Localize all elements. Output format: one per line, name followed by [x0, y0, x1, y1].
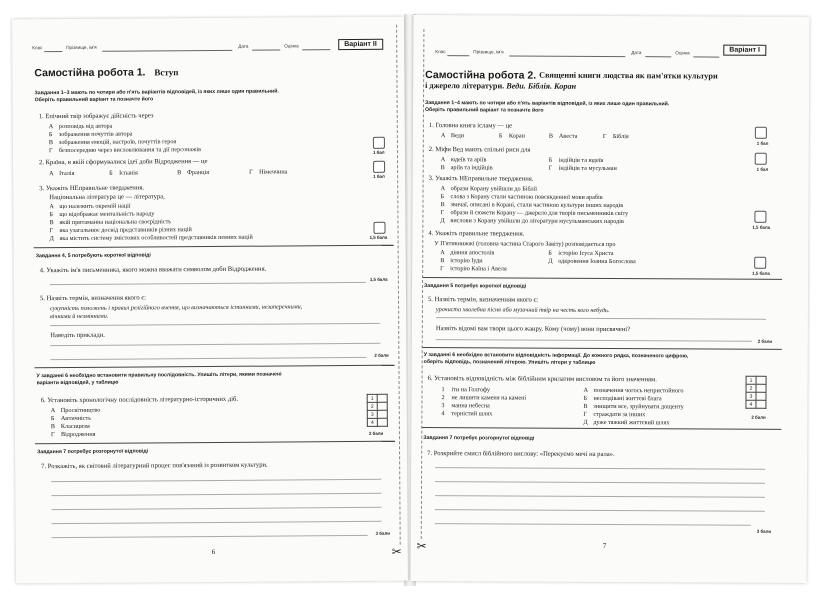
q3-option-b[interactable]: Б що відображає ментальність народу: [49, 210, 155, 219]
q7-points: 3 бали: [756, 528, 772, 534]
q4-points: 1,5 бала: [752, 270, 770, 276]
q2-option-a[interactable]: А юдеїв та аріїв: [440, 156, 487, 164]
q7-answer-line-2[interactable]: [51, 493, 381, 496]
page-subtitle: Вступ: [154, 67, 179, 78]
q4-answer-box[interactable]: [754, 257, 766, 269]
answer-cell[interactable]: [756, 392, 766, 400]
class-field[interactable]: [44, 51, 62, 52]
grade-label: Оцінка: [675, 50, 690, 56]
variant-badge: Варіант I: [723, 45, 766, 56]
row-number: 2: [746, 384, 756, 392]
right-page: [411, 15, 810, 583]
instructions-3a: У завданні 6 необхідно встановити відповідність інформації. До кожного рядка, позначеного цифрою,: [423, 352, 689, 360]
q3-points: 1,5 бала: [369, 234, 388, 240]
q7-answer-line-5[interactable]: [52, 535, 368, 538]
q6-left-4: 4 терністий шлях: [441, 410, 493, 418]
q2: 2. Країна, в якій сформувалися ідеї доби Відродження — це: [39, 158, 208, 167]
q2-option-b[interactable]: Б індійців та юдеїв: [548, 156, 604, 164]
name-label: Прізвище, ім'я: [473, 49, 504, 55]
q4-option-a[interactable]: А діяння апостолів: [440, 249, 495, 257]
page-title: Самостійна робота 2.: [425, 69, 537, 82]
page-subtitle-2: і джерело літератури. Веди. Біблія. Коран: [425, 81, 577, 91]
q6-option-a: А Просвітництво: [50, 406, 101, 415]
q7-answer-line-3[interactable]: [435, 495, 765, 498]
q5-examples-line-1[interactable]: [50, 343, 380, 346]
q2-points: 1 бал: [373, 173, 385, 179]
answer-cell[interactable]: [377, 410, 387, 418]
q4-points: 1,5 бала: [369, 276, 388, 282]
name-field[interactable]: [509, 55, 625, 57]
grade-label: Оцінка: [284, 43, 299, 49]
row-number: 3: [367, 410, 377, 418]
q5-answer-line[interactable]: [436, 317, 766, 320]
left-page: [12, 17, 408, 584]
row-number: 3: [746, 392, 756, 400]
q6-option-b: Б Античність: [50, 414, 92, 423]
q2-option-d[interactable]: Г індійців та мусульман: [548, 164, 617, 173]
instructions-1b: Оберіть правильний варіант та позначте його: [424, 107, 544, 114]
scissors-icon: ✂: [391, 544, 402, 559]
q3-option-d[interactable]: Г яка узагальнює досвід представників різних націй: [49, 226, 192, 235]
q6-option-d: Г Відродження: [50, 430, 96, 439]
divider: [422, 277, 782, 280]
q4: 4. Укажіть ім'я письменника, якого можна вважати символом доби Відродження.: [39, 265, 267, 275]
q1-points: 1 бал: [756, 140, 769, 146]
q5-definition: урочиста хвалебна пісня або музичний твір на честь кого небудь.: [435, 306, 610, 314]
q7: 7. Розкажіть, як світовий літературний процес пов'язаний із розвитком культури.: [41, 461, 268, 471]
q3: 3. Укажіть НЕправильне твердження.: [428, 175, 534, 183]
name-label: Прізвище, ім'я: [66, 44, 97, 50]
q4: 4. Укажіть правильне твердження.: [428, 230, 525, 238]
answer-cell[interactable]: [377, 418, 387, 426]
q7-answer-line-5[interactable]: [435, 523, 751, 526]
q2-option-c[interactable]: В Франція: [177, 169, 210, 177]
q6-left-3: 3 манна небесна: [441, 402, 490, 410]
q1-option-c[interactable]: В Авеста: [548, 132, 578, 140]
instructions-3b: оберіть відповідь, позначений літерою. Упишіть літери у таблицю: [423, 359, 596, 366]
grade-field[interactable]: [302, 49, 330, 50]
q5-follow-up: Назвіть відомі вам твори цього жанру. Кому (чому) вони присвячені?: [435, 325, 631, 334]
q2-option-c[interactable]: В аріїв та індійців: [440, 164, 493, 172]
q1-points: 1 бал: [372, 149, 385, 155]
q6-right-c: В знищити все, зруйнувати дощенту: [583, 402, 684, 411]
q1-option-c[interactable]: В зображення емоцій, настроїв, почуттів героя: [48, 138, 177, 147]
instructions-2: Завдання 5 потребує короткої відповіді: [424, 283, 527, 290]
q5-points: 2 бали: [374, 352, 389, 358]
instructions-4: Завдання 7 потребує розгорнутої відповіді: [423, 435, 535, 442]
q2-option-d[interactable]: Г Німеччина: [249, 168, 288, 176]
answer-cell[interactable]: [756, 376, 766, 384]
instructions-1b: Оберіть правильний варіант та позначте його: [34, 96, 154, 104]
q4-option-d[interactable]: Г історію Каїна і Авеля: [440, 265, 507, 273]
q4-answer-line[interactable]: [50, 282, 366, 285]
q5: 5. Назвіть термін, визначенням якого є:: [427, 296, 539, 304]
divider: [35, 441, 395, 445]
q5-follow-line[interactable]: [436, 339, 752, 342]
q2-answer-box[interactable]: [373, 161, 385, 173]
q3-option-a[interactable]: А образи Корану увійшли до Біблії: [440, 185, 538, 193]
q4-option-e[interactable]: Д одкровення Іоанна Богослова: [548, 257, 636, 266]
q6: 6. Установіть хронологічну послідовність літературно-історичних діб.: [40, 395, 239, 405]
class-field[interactable]: [447, 55, 469, 56]
cut-line: [396, 25, 401, 545]
q1-option-d[interactable]: Г Біблія: [602, 132, 629, 141]
q6-right-d: Г страждати за інших: [583, 410, 646, 419]
class-label: Клас: [32, 45, 43, 51]
q1-answer-box[interactable]: [755, 127, 767, 139]
scissors-icon: ✂: [416, 538, 427, 554]
q3-option-d[interactable]: Г образи й сюжети Корану — джерело для творів письменників світу: [440, 209, 629, 218]
q2-option-b[interactable]: Б Іспанія: [109, 169, 138, 177]
class-label: Клас: [435, 49, 446, 55]
q1-option-a[interactable]: А Веди: [440, 132, 465, 140]
page-number: 7: [602, 541, 607, 550]
q3-option-c[interactable]: В звичаї, описані в Корані, стали частиною культури інших народів: [440, 201, 624, 210]
q7: 7. Розкрийте смисл біблійного вислову: «Перекуємо мечі на рала».: [427, 450, 615, 459]
q3-option-e[interactable]: Д вислови з Корану увійшли до літератури мусульманських народів: [440, 217, 624, 226]
answer-cell[interactable]: [377, 394, 387, 402]
date-field[interactable]: [252, 50, 280, 51]
row-number: 4: [367, 418, 377, 426]
q5-answer-line[interactable]: [50, 323, 380, 326]
q1-option-d[interactable]: Г безпосередню через висловлювання та дії персонажів: [48, 146, 202, 155]
q6-right-b: Б несподівані життєві блага: [583, 394, 662, 403]
divider: [34, 245, 394, 249]
q1-option-b[interactable]: Б Коран: [498, 132, 525, 140]
q3-option-b[interactable]: Б слова з Корану стали частиною повсякденної мови арабів: [440, 193, 603, 201]
q7-answer-line-3[interactable]: [51, 507, 381, 510]
q3-option-e[interactable]: Д яка містить систему змістових особливостей представників певних націй: [49, 233, 253, 243]
q4-option-b[interactable]: Б історію Ісуса Христа: [548, 249, 614, 258]
q6-answer-table: [367, 394, 388, 427]
q2: 2. Міфи Вед мають спільні риси для: [428, 146, 531, 154]
instructions-3b: варіанти відповідей, у таблицю: [36, 379, 119, 387]
page-subtitle-1: Священні книги людства як пам'ятки культури: [539, 70, 718, 81]
instructions-1: Завдання 1–3 мають по чотири або п'ять варіантів відповідей, із яких лише один правильний.: [34, 88, 279, 97]
q3: 3. Укажіть НЕправильне твердження.: [39, 184, 145, 193]
date-label: Дата: [238, 43, 249, 49]
q7-answer-line-1[interactable]: [435, 467, 765, 470]
q6-left-2: 2 не лишити каменя на камені: [441, 394, 527, 402]
answer-cell[interactable]: [756, 400, 766, 408]
page-title: Самостійна робота 1.: [34, 66, 146, 80]
q1-option-a[interactable]: А розповідь від автора: [48, 122, 113, 131]
q1-answer-box[interactable]: [373, 137, 385, 149]
q6-points: 2 бали: [751, 414, 766, 420]
q6-answer-table: [745, 376, 766, 409]
instructions-3a: У завданні 6 необхідно встановити правильну послідовність. Упишіть літери, якими позначені: [36, 371, 282, 380]
divider: [422, 347, 782, 350]
q7-points: 3 бали: [375, 530, 390, 536]
q4-stem: У П'ятикнижжі (головна частина Старого Завіту) розповідається про: [434, 240, 616, 249]
q3-option-c[interactable]: В якій притаманна національна своєрідність: [49, 218, 172, 227]
q2-answer-box[interactable]: [755, 153, 767, 165]
q6-points: 2 бали: [368, 430, 384, 436]
q1-option-b[interactable]: Б зображення почуттів автора: [48, 130, 133, 139]
name-field[interactable]: [102, 50, 232, 52]
q5-examples-prompt: Наведіть приклади.: [50, 331, 105, 340]
q5-examples-line-2[interactable]: [50, 357, 366, 360]
divider: [421, 427, 781, 430]
q2-points: 1 бал: [756, 166, 769, 172]
q3-answer-box[interactable]: [754, 211, 766, 223]
instructions-4: Завдання 7 потребує розгорнутої відповіді: [37, 448, 149, 456]
q3-stem: Національна література це — література,: [49, 193, 165, 202]
q4-option-c[interactable]: В історію Іуди: [440, 257, 483, 265]
q6-left-1: 1 іти на Голгофу: [441, 386, 490, 394]
q3-answer-box[interactable]: [373, 222, 385, 234]
q3-points: 1,5 бала: [752, 224, 771, 230]
answer-cell[interactable]: [756, 384, 766, 392]
answer-cell[interactable]: [377, 402, 387, 410]
row-number: 4: [746, 400, 756, 408]
q7-answer-line-4[interactable]: [435, 509, 765, 512]
variant-badge: Варіант II: [338, 39, 383, 50]
q7-answer-line-1[interactable]: [51, 479, 381, 482]
q2-option-a[interactable]: А Італія: [49, 169, 75, 178]
date-label: Дата: [631, 50, 642, 56]
q5-definition-1: сукупність положень і правил релігійного вчення, що визначаються істинними, незаперечними,: [50, 303, 303, 313]
page-number: 6: [211, 547, 216, 556]
q6-option-c: В Класицизм: [50, 422, 90, 431]
row-number: 1: [746, 376, 756, 384]
q7-answer-line-4[interactable]: [52, 521, 382, 524]
row-number: 2: [367, 402, 377, 410]
divider: [34, 365, 394, 369]
q6-right-a: А позначення чогось непристойного: [583, 386, 684, 395]
q1: 1. Епічний твір зображує дійсність через: [38, 112, 154, 121]
q6: 6. Установіть відповідність між біблійним крилатим висловом та його значенням.: [427, 375, 657, 384]
q5: 5. Назвіть термін, визначення якого є:: [39, 294, 147, 303]
date-field[interactable]: [645, 56, 671, 57]
q6-right-e: Д дуже тяжкий життєвий шлях: [583, 418, 670, 427]
instructions-1: Завдання 1–4 мають по чотири або п'ять варіантів відповідей, із яких лише один правильний.: [425, 100, 670, 108]
instructions-2: Завдання 4, 5 потребують короткої відповіді: [35, 252, 151, 260]
q5-definition-2: вічними й незмінними.: [50, 312, 109, 321]
q3-option-a[interactable]: А що належить окремій нації: [49, 202, 131, 211]
row-number: 1: [367, 394, 377, 402]
q1: 1. Головна книга ісламу — це: [428, 122, 513, 130]
q5-points: 2 бали: [757, 338, 773, 344]
q7-answer-line-2[interactable]: [435, 481, 765, 484]
grade-field[interactable]: [693, 56, 719, 57]
